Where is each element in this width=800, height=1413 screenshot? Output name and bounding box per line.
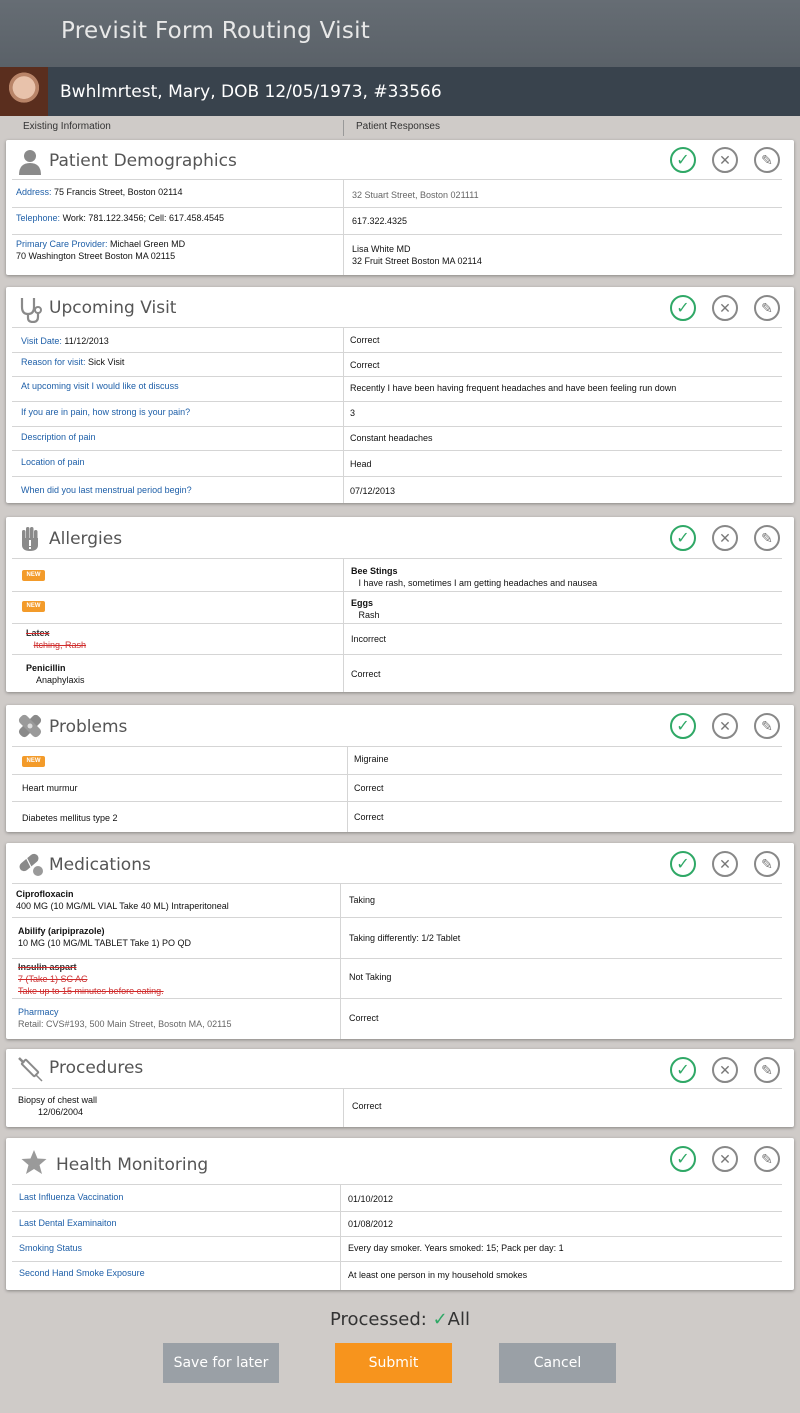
allergy-row: Penicillin Anaphylaxis	[26, 663, 85, 685]
problem-row: Heart murmur	[22, 783, 78, 793]
pencil-icon: ✎	[761, 717, 773, 734]
pencil-icon: ✎	[761, 151, 773, 168]
edit-button[interactable]	[754, 1146, 780, 1172]
edit-button[interactable]	[754, 295, 780, 321]
medication-row: Ciprofloxacin 400 MG (10 MG/ML VIAL Take 40 ML) Intraperitoneal	[16, 889, 229, 911]
visit-response: 3	[350, 408, 356, 418]
telephone-row: Telephone: Work: 781.122.3456; Cell: 617.458.4545	[16, 213, 225, 223]
cancel-button[interactable]: Cancel	[499, 1343, 616, 1383]
procedure-row: Biopsy of chest wall 12/06/2004	[18, 1095, 98, 1117]
visit-response: Correct	[350, 335, 380, 345]
visit-response: Recently I have been having frequent headaches and have been feeling run down	[350, 383, 677, 393]
reject-button[interactable]	[712, 1057, 738, 1083]
star-icon	[20, 1148, 48, 1176]
health-response: 01/10/2012	[348, 1194, 394, 1204]
edit-button[interactable]	[754, 851, 780, 877]
pharmacy-row: Pharmacy Retail: CVS#193, 500 Main Street, Bosotn MA, 02115	[18, 1007, 232, 1029]
check-icon: ✓	[676, 530, 690, 547]
card-title: Procedures	[49, 1058, 144, 1078]
approve-button[interactable]	[670, 851, 696, 877]
visit-row: Visit Date: 11/12/2013	[21, 336, 109, 346]
medication-response: Not Taking	[349, 972, 392, 982]
x-icon: ✕	[719, 299, 731, 316]
allergy-response: Incorrect	[351, 634, 387, 644]
card-title: Patient Demographics	[49, 151, 237, 171]
address-response: 32 Stuart Street, Boston 021111	[352, 190, 479, 200]
check-icon: ✓	[676, 1151, 690, 1168]
pencil-icon: ✎	[761, 1150, 773, 1167]
check-icon: ✓	[676, 1062, 690, 1079]
patient-bar	[0, 67, 800, 116]
edit-button[interactable]	[754, 525, 780, 551]
avatar	[0, 67, 48, 116]
pills-icon	[16, 849, 44, 877]
processed-status: Processed: ✓All	[329, 1309, 470, 1330]
title-bar	[0, 0, 800, 67]
check-icon: ✓	[676, 718, 690, 735]
health-response: At least one person in my household smokes	[348, 1270, 528, 1280]
pencil-icon: ✎	[761, 299, 773, 316]
visit-row: Reason for visit: Sick Visit	[21, 357, 125, 367]
allergy-response: Eggs Rash	[351, 598, 380, 620]
x-icon: ✕	[719, 151, 731, 168]
medications-card	[6, 843, 794, 1039]
medication-row: Insulin aspart 7 (Take 1) SC AC Take up to 15 minutes before eating.	[18, 962, 164, 996]
problems-card	[6, 705, 794, 832]
hand-stop-icon	[16, 524, 44, 552]
approve-button[interactable]	[670, 525, 696, 551]
address-row: Address: 75 Francis Street, Boston 02114	[16, 187, 183, 197]
upcoming-visit-card	[6, 287, 794, 503]
stethoscope-icon	[16, 295, 44, 323]
reject-button[interactable]	[712, 1146, 738, 1172]
approve-button[interactable]	[670, 1146, 696, 1172]
existing-column-header: Existing Information	[23, 121, 111, 132]
health-response: Every day smoker. Years smoked: 15; Pack per day: 1	[348, 1243, 564, 1253]
health-row: Last Influenza Vaccination	[19, 1192, 124, 1202]
card-title: Health Monitoring	[56, 1155, 209, 1175]
visit-row: Description of pain	[21, 432, 96, 442]
allergies-card	[6, 517, 794, 692]
visit-row: When did you last menstrual period begin?	[21, 485, 192, 495]
allergy-response: Correct	[351, 669, 381, 679]
person-icon	[16, 148, 44, 176]
procedure-response: Correct	[352, 1101, 382, 1111]
check-icon: ✓	[676, 300, 690, 317]
x-icon: ✕	[719, 855, 731, 872]
health-row: Smoking Status	[19, 1243, 83, 1253]
pcp-response: Lisa White MD 32 Fruit Street Boston MA 02114	[352, 244, 482, 266]
card-title: Problems	[49, 717, 128, 737]
problem-response: Migraine	[354, 754, 389, 764]
pencil-icon: ✎	[761, 855, 773, 872]
visit-response: Correct	[350, 360, 380, 370]
edit-button[interactable]	[754, 713, 780, 739]
bandage-icon	[16, 712, 44, 740]
problem-response: Correct	[354, 783, 384, 793]
new-badge: NEW	[22, 601, 45, 612]
problem-response: Correct	[354, 812, 384, 822]
new-badge: NEW	[22, 570, 45, 581]
visit-row: At upcoming visit I would like ot discuss	[21, 381, 179, 391]
reject-button[interactable]	[712, 851, 738, 877]
approve-button[interactable]	[670, 147, 696, 173]
visit-row: If you are in pain, how strong is your pain?	[21, 407, 191, 417]
card-title: Allergies	[49, 529, 123, 549]
check-icon: ✓	[432, 1309, 448, 1330]
submit-button[interactable]: Submit	[335, 1343, 452, 1383]
medication-row: Abilify (aripiprazole) 10 MG (10 MG/ML TABLET Take 1) PO QD	[18, 926, 192, 948]
x-icon: ✕	[719, 1061, 731, 1078]
problem-row: Diabetes mellitus type 2	[22, 813, 118, 823]
visit-response: Head	[350, 459, 372, 469]
patient-name: Bwhlmrtest, Mary, DOB 12/05/1973, #33566	[60, 82, 442, 102]
medication-response: Correct	[349, 1013, 379, 1023]
x-icon: ✕	[719, 717, 731, 734]
medication-response: Taking	[349, 895, 376, 905]
responses-column-header: Patient Responses	[356, 121, 440, 132]
health-response: 01/08/2012	[348, 1219, 394, 1229]
allergy-response: Bee Stings I have rash, sometimes I am getting headaches and nausea	[351, 566, 598, 588]
x-icon: ✕	[719, 1150, 731, 1167]
new-badge: NEW	[22, 756, 45, 767]
health-row: Second Hand Smoke Exposure	[19, 1268, 145, 1278]
card-title: Medications	[49, 855, 151, 875]
visit-row: Location of pain	[21, 457, 85, 467]
medication-response: Taking differently: 1/2 Tablet	[349, 933, 461, 943]
approve-button[interactable]	[670, 713, 696, 739]
edit-button[interactable]	[754, 1057, 780, 1083]
reject-button[interactable]	[712, 525, 738, 551]
column-divider	[343, 120, 344, 136]
reject-button[interactable]	[712, 147, 738, 173]
check-icon: ✓	[676, 152, 690, 169]
pencil-icon: ✎	[761, 1061, 773, 1078]
health-monitoring-card	[6, 1138, 794, 1290]
pencil-icon: ✎	[761, 529, 773, 546]
pcp-row: Primary Care Provider: Michael Green MD 70 Washington Street Boston MA 02115	[16, 239, 186, 261]
approve-button[interactable]	[670, 1057, 696, 1083]
reject-button[interactable]	[712, 713, 738, 739]
visit-response: Constant headaches	[350, 433, 433, 443]
approve-button[interactable]	[670, 295, 696, 321]
x-icon: ✕	[719, 529, 731, 546]
procedures-card	[6, 1049, 794, 1127]
demographics-card	[6, 140, 794, 275]
syringe-icon	[16, 1055, 44, 1083]
health-row: Last Dental Examinaiton	[19, 1218, 117, 1228]
allergy-row: Latex Itching, Rash	[26, 628, 87, 650]
visit-response: 07/12/2013	[350, 486, 396, 496]
edit-button[interactable]	[754, 147, 780, 173]
reject-button[interactable]	[712, 295, 738, 321]
check-icon: ✓	[676, 856, 690, 873]
card-title: Upcoming Visit	[49, 298, 177, 318]
telephone-response: 617.322.4325	[352, 216, 408, 226]
page-title: Previsit Form Routing Visit	[61, 18, 371, 44]
save-for-later-button[interactable]: Save for later	[163, 1343, 279, 1383]
